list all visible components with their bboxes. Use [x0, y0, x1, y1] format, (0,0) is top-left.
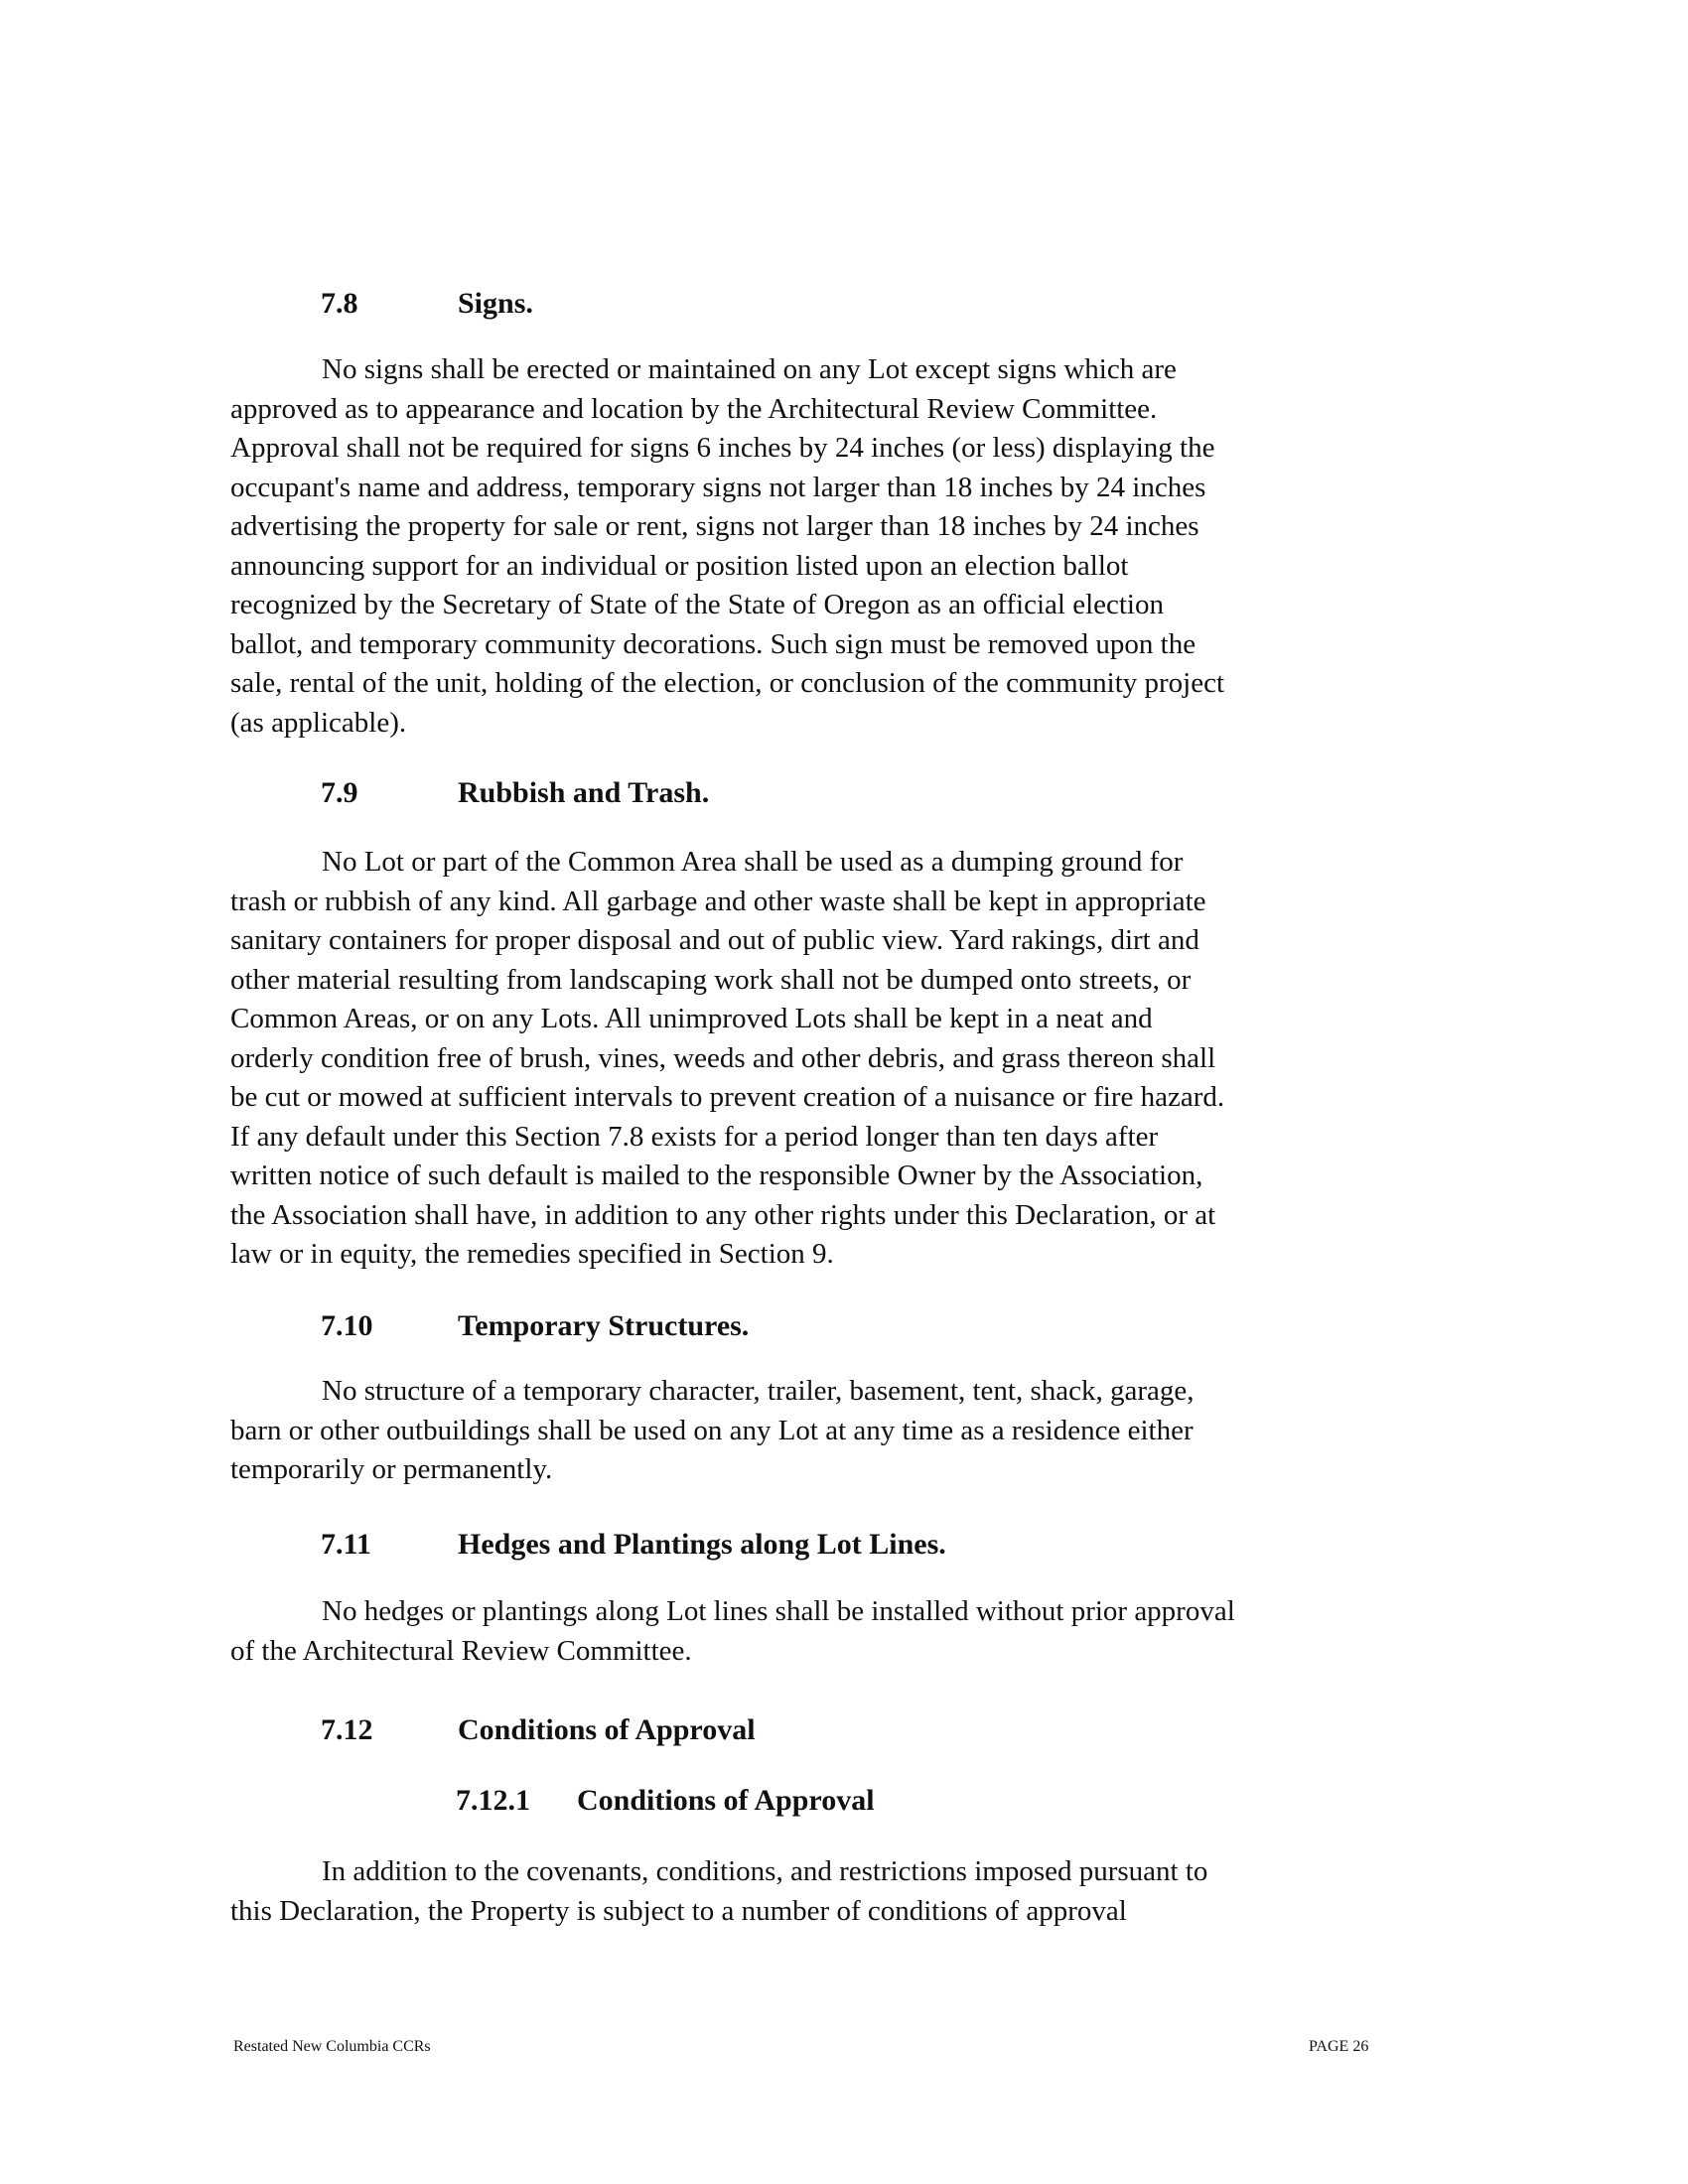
paragraph-line: law or in equity, the remedies specified in Section 9. [230, 1238, 834, 1270]
paragraph-line: occupant's name and address, temporary signs not larger than 18 inches by 24 inches [230, 471, 1206, 503]
section-title: Conditions of Approval [458, 1713, 756, 1746]
paragraph-line: written notice of such default is mailed to the responsible Owner by the Association, [230, 1160, 1203, 1191]
paragraph-line: this Declaration, the Property is subject to a number of conditions of approval [230, 1894, 1127, 1927]
section-paragraph-7-10 [230, 1372, 1402, 1490]
section-number: 7.9 [321, 776, 358, 809]
paragraph-line: (as applicable). [230, 706, 407, 739]
paragraph-line: be cut or mowed at sufficient intervals to prevent creation of a nuisance or fire hazard. [230, 1081, 1225, 1113]
paragraph-line: barn or other outbuildings shall be used on any Lot at any time as a residence either [230, 1414, 1194, 1446]
paragraph-line: sanitary containers for proper disposal and out of public view. Yard rakings, dirt and [230, 924, 1199, 956]
paragraph-line: approved as to appearance and location by the Architectural Review Committee. [230, 392, 1158, 425]
paragraph-line: announcing support for an individual or position listed upon an election ballot [230, 549, 1129, 582]
section-paragraph-7-12-1 [230, 1852, 1402, 1931]
paragraph-line: ballot, and temporary community decorations. Such sign must be removed upon the [230, 627, 1196, 660]
section-title: Conditions of Approval [577, 1784, 875, 1817]
section-title: Temporary Structures. [458, 1309, 750, 1342]
paragraph-line: No structure of a temporary character, trailer, basement, tent, shack, garage, [322, 1375, 1195, 1407]
footer-document-title: Restated New Columbia CCRs [233, 2038, 431, 2055]
section-number: 7.8 [321, 287, 358, 320]
section-number: 7.12.1 [456, 1784, 530, 1817]
paragraph-line: sale, rental of the unit, holding of the election, or conclusion of the community project [230, 667, 1225, 699]
paragraph-line: other material resulting from landscaping work shall not be dumped onto streets, or [230, 963, 1192, 996]
section-paragraph-7-11 [230, 1592, 1402, 1671]
section-title: Signs. [458, 287, 533, 320]
section-paragraph-7-9 [230, 843, 1402, 1275]
section-number: 7.12 [321, 1713, 373, 1746]
section-paragraph-7-8 [230, 350, 1402, 743]
paragraph-line: recognized by the Secretary of State of the State of Oregon as an official election [230, 589, 1164, 620]
paragraph-line: No signs shall be erected or maintained on any Lot except signs which are [322, 353, 1177, 385]
paragraph-line: temporarily or permanently. [230, 1453, 553, 1485]
paragraph-line: trash or rubbish of any kind. All garbage and other waste shall be kept in appropriate [230, 885, 1206, 917]
paragraph-line: No Lot or part of the Common Area shall be used as a dumping ground for [322, 846, 1184, 878]
footer-page-number: PAGE 26 [1309, 2038, 1369, 2055]
paragraph-line: Approval shall not be required for signs 6 inches by 24 inches (or less) displaying the [230, 432, 1215, 464]
section-title: Rubbish and Trash. [458, 776, 710, 809]
paragraph-line: In addition to the covenants, conditions, and restrictions imposed pursuant to [322, 1855, 1208, 1887]
paragraph-line: orderly condition free of brush, vines, weeds and other debris, and grass thereon shall [230, 1041, 1216, 1074]
section-title: Hedges and Plantings along Lot Lines. [458, 1528, 946, 1561]
section-number: 7.11 [321, 1528, 371, 1561]
paragraph-line: advertising the property for sale or rent, signs not larger than 18 inches by 24 inches [230, 510, 1199, 542]
paragraph-line: No hedges or plantings along Lot lines shall be installed without prior approval [322, 1595, 1235, 1627]
paragraph-line: of the Architectural Review Committee. [230, 1634, 692, 1667]
section-number: 7.10 [321, 1309, 373, 1342]
paragraph-line: If any default under this Section 7.8 exists for a period longer than ten days after [230, 1120, 1159, 1153]
paragraph-line: the Association shall have, in addition to any other rights under this Declaration, or at [230, 1198, 1216, 1231]
paragraph-line: Common Areas, or on any Lots. All unimproved Lots shall be kept in a neat and [230, 1003, 1153, 1034]
